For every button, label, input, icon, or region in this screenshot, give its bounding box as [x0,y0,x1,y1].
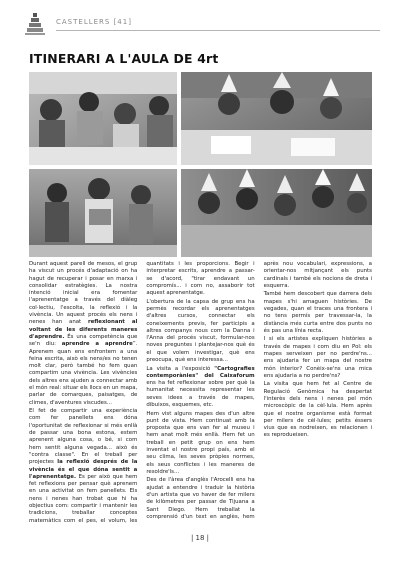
photo-children-paper-hats-drawing [181,72,372,165]
page-header [20,12,380,40]
photo-collage [29,72,372,257]
paragraph: L'obertura de la capsa de grup ens ha permès recordar els aprenentatges d'altres cursos, connectar els coneixements previs, fer participis a altres companys nous com la Danna i l'Anna del procés viscut, formular-nos noves preguntes i plantejar-nos què és el que volem investigar, què ens preocupa, què ens interessa... [146,298,255,364]
article-headline: ITINERARI A L'AULA DE 4rt [29,51,219,66]
header-rule [56,30,380,31]
page-number: | 18 | [190,534,210,542]
photo-children-folder-standing [29,169,177,257]
paragraph: Des de l'àrea d'anglès l'Arocelli ens ha ajudat a entendre i traduir la història d'un artista que vo haver de fer milers de kilòmetres per passar de Tijuana a Sant Diego. Hem treballat la comprensió d'un text en anglès, hem après nou vocabulari, expressions, a orientar-nos mitjançant els punts cardinals i també els nocions de dreta i esquerra. [146,261,372,520]
paragraph: La visita a l'exposició "Cartografies contemporànies" del Caixaforum ens ha fet reflexionar sobre per què la humanitat necessita representar les seves idees a través de mapes, dibuixos, esquemes, etc. [146,365,255,409]
photo-children-eating-classroom [29,72,177,165]
castellers-logo-icon [24,12,46,36]
section-title: CASTELLERS [41] [56,18,132,26]
photo-children-gathered-paper-hats [181,169,372,257]
paragraph: També hem descobert que darrera dels mapes s'hi amaguen històries. De vegades, quan el traces una frontera i no tens permís per travessar-la, la distància més curta entre dos punts no és pas una línia recta. [263,291,372,334]
article-body [29,261,372,527]
paragraph: Hem vist alguns mapes des d'un altre punt de vista. Hem continuat amb la proposta que ens van fer al museu i hem anat molt més enllà. Hem fet un treball en petit grup on ens hem inventat el nostre propi país, amb el seu clima, les seves pròpies normes, els seus conflictes i les maneres de resoldre'ls... [146,410,255,475]
page-footer [0,534,400,542]
paragraph: Durant aquest parell de mesos, el grup ha viscut un procés d'adaptació on ha hagut de recuperar i posar en marxa i consolidar estratègies. La nostra intenció inicial era fomentar l'aprenentatge a través del diàleg col·lectiu, l'escolta, la reflexió i la vivència. Un aquest procés els nens i nenes han anat reflexionant al voltant de les diferents maneres d'aprendre. És una competència que se'n diu: aprendre a aprendre”. Aprenem quan ens enfrontem a una feina escrita, això els nens/es no tenen molt clar, però també ho fem quan compartim una vivència. Les vivències dels altres ens ajuden a connectar amb el món real: situar els llocs en un mapa, parlar de comarques, paisatges, de climes, d'aventures viscudes... [29,261,138,406]
paragraph: La visita que hem fet al Centre de Regulació Genòmica ha despertat l'interès dels nens i nenes pel món microscòpic de la cèl·lula. Hem après que el nostre organisme està format per milers de cèl·lules; petits éssers vius que es nodreixen, es relacionen i es reprodueixen. [263,381,372,439]
paragraph: I si els artistes expliquen històries a través de mapes i com diu en Pol: els mapes serveixen per no perdre'ns... ens ajudaria fer un mapa del nostre món interior? Conèix-se'ns una mica ens ajudaria a no perdre'ns? [263,336,372,379]
paragraph: El fet de compartir una experiència com fer panellets ens dóna l'oportunitat de reflexionar si més enllà de passar una bona estona, estem aprenent alguna cosa, o bé, si com hem sentit alguna vegada... això és "contra classe". En el treball per projectes la reflexió després de la vivència és el que dóna sentit a l'aprenentatge. Es per això que hem fet reflexions per pensar què aprenem en una activitat on fem panellets. Els nens i nenes han trobat que hi ha objectius com: compartir i mantenir les tradicions, treballar conceptes matemàtics com el pes, el volum, les quantitats i les proporcions. Begir i interpretar escrits, aprendre a passar-se d'acord, "tirar endavant un compromís... i com no, assaborir tot aquest aprenentatge. [29,261,255,524]
